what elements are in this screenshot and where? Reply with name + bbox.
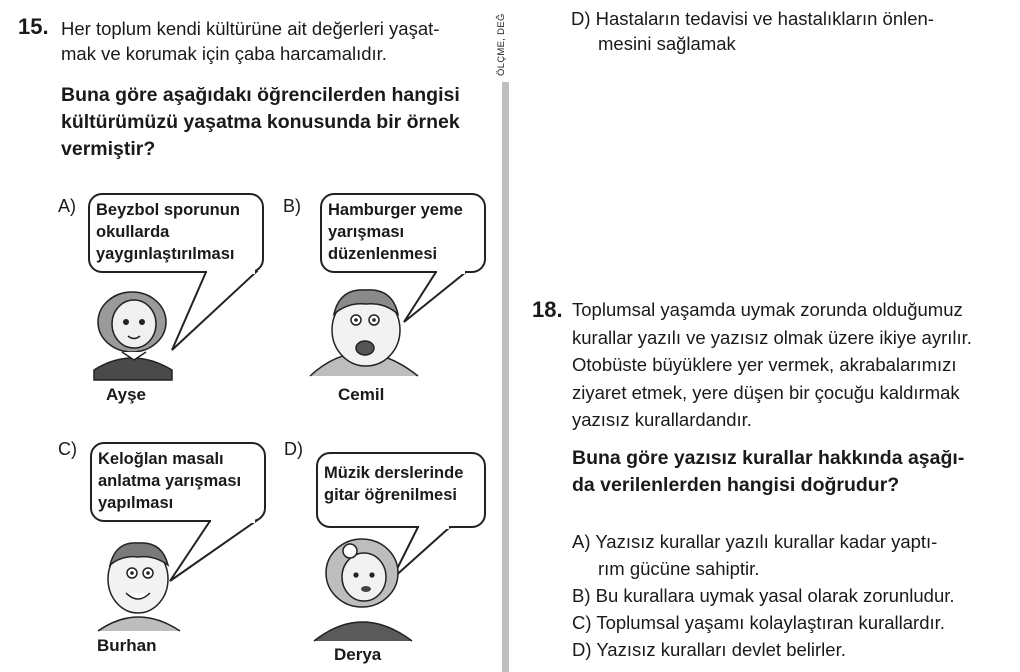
q18-stem-line2: kurallar yazılı ve yazısız olmak üzere ikiye ayrılır. bbox=[572, 326, 972, 348]
q15-option-a-letter[interactable]: A) bbox=[58, 196, 76, 216]
q15-option-b-bubble[interactable] bbox=[320, 193, 486, 273]
q18-option-a-line2: rım gücüne sahiptir. bbox=[598, 558, 760, 579]
q15-option-a-bubble[interactable] bbox=[88, 193, 264, 273]
q15-option-c-letter[interactable]: C) bbox=[58, 439, 77, 459]
bubble-line: Beyzbol sporunun bbox=[96, 201, 240, 219]
derya-illustration bbox=[300, 525, 490, 643]
q15-option-c-bubble[interactable] bbox=[90, 442, 266, 522]
q18-option-b-text: Bu kurallara uymak yasal olarak zorunludur. bbox=[595, 585, 955, 606]
q15-option-a-name: Ayşe bbox=[106, 385, 147, 404]
q18-option-d-text: Yazısız kuralları devlet belirler. bbox=[596, 639, 846, 660]
q18-option-b[interactable] bbox=[572, 582, 955, 609]
ayse-illustration bbox=[88, 270, 268, 380]
q18-stem-line5: yazısız kurallardandır. bbox=[572, 409, 752, 430]
q15-question-line2: kültürümüzü yaşatma konusunda bir örnek bbox=[61, 111, 460, 133]
q18-option-c[interactable] bbox=[572, 609, 945, 636]
q18-option-d-letter: D) bbox=[572, 639, 592, 660]
bubble-line: anlatma yarışması bbox=[98, 472, 242, 490]
bubble-line: Müzik derslerinde bbox=[324, 464, 464, 482]
q15-option-d-letter[interactable]: D) bbox=[284, 439, 303, 459]
bubble-line: yaygınlaştırılması bbox=[96, 245, 235, 263]
bubble-line: Keloğlan masalı bbox=[98, 450, 224, 468]
q18-option-b-letter: B) bbox=[572, 585, 591, 606]
column-divider bbox=[502, 82, 509, 672]
q15-number: 15. bbox=[18, 14, 49, 39]
q17-option-d-line1[interactable]: D) Hastaların tedavisi ve hastalıkların önlen- bbox=[571, 8, 934, 29]
q18-question-line1: Buna göre yazısız kurallar hakkında aşağı- bbox=[572, 447, 965, 469]
q18-option-a-text: Yazısız kurallar yazılı kurallar kadar yaptı- bbox=[595, 531, 938, 552]
q15-question-line3: vermiştir? bbox=[61, 138, 156, 160]
q18-stem-line3: Otobüste büyüklere yer vermek, akrabalarımızı bbox=[572, 354, 957, 375]
bubble-line: yapılması bbox=[98, 494, 174, 512]
q18-option-d[interactable] bbox=[572, 636, 846, 663]
bubble-line: Hamburger yeme bbox=[328, 201, 463, 219]
q15-option-c-name: Burhan bbox=[97, 636, 157, 655]
q15-option-d-name: Derya bbox=[334, 645, 382, 664]
q18-option-a-letter: A) bbox=[572, 531, 591, 552]
q18-question-line2: da verilenlerden hangisi doğrudur? bbox=[572, 474, 900, 496]
bubble-line: gitar öğrenilmesi bbox=[324, 486, 457, 504]
bubble-line: okullarda bbox=[96, 223, 170, 241]
q18-option-a[interactable] bbox=[572, 528, 937, 555]
q17-option-d-line2: mesini sağlamak bbox=[598, 33, 736, 54]
bubble-line: düzenlenmesi bbox=[328, 245, 438, 263]
q15-option-d-bubble[interactable] bbox=[316, 452, 486, 528]
q15-option-b-name: Cemil bbox=[338, 385, 385, 404]
q15-question-line1: Buna göre aşağıdakı öğrencilerden hangisi bbox=[61, 84, 460, 106]
q18-stem-line4: ziyaret etmek, yere düşen bir çocuğu kaldırmak bbox=[572, 381, 960, 403]
q18-option-c-letter: C) bbox=[572, 612, 592, 633]
q18-option-c-text: Toplumsal yaşamı kolaylaştıran kurallardır. bbox=[596, 612, 945, 633]
q15-stem-line2: mak ve korumak için çaba harcamalıdır. bbox=[61, 43, 387, 64]
q18-number: 18. bbox=[532, 297, 563, 322]
cemil-illustration bbox=[300, 270, 490, 380]
q18-stem-line1: Toplumsal yaşamda uymak zorunda olduğumuz bbox=[572, 299, 963, 320]
bubble-line: yarışması bbox=[328, 223, 405, 241]
burhan-illustration bbox=[90, 519, 270, 634]
q15-stem-line1: Her toplum kendi kültürüne ait değerleri yaşat- bbox=[61, 18, 440, 39]
margin-label: ÖLÇME, DEĞ bbox=[496, 13, 507, 76]
q15-option-b-letter[interactable]: B) bbox=[283, 196, 301, 216]
